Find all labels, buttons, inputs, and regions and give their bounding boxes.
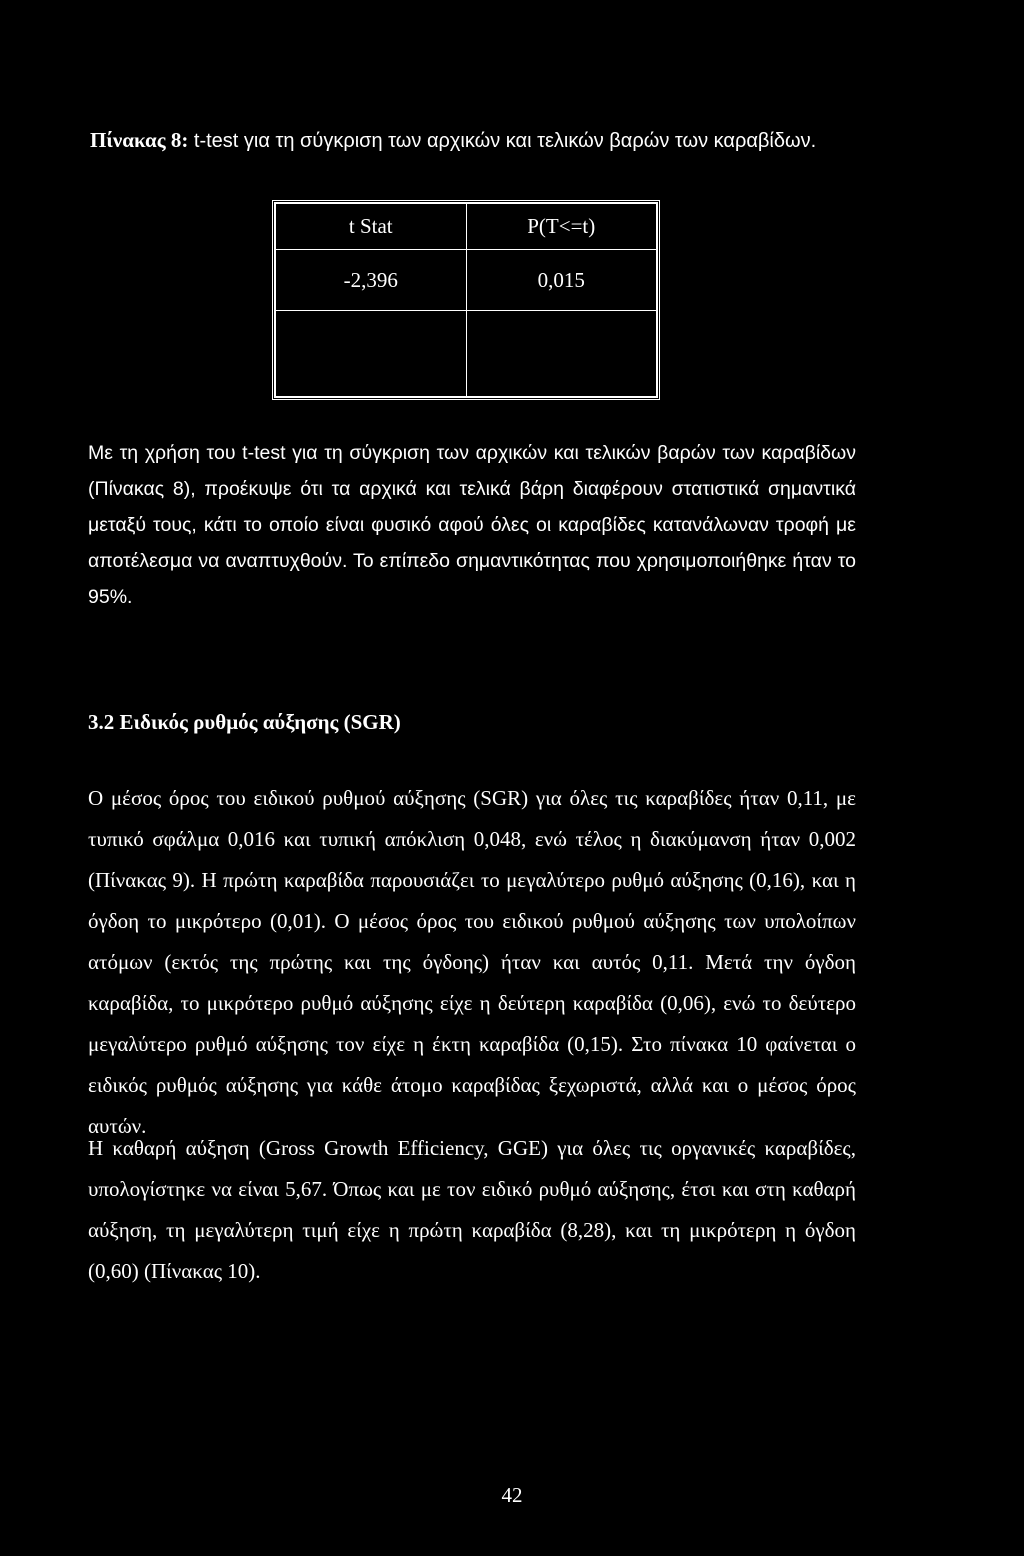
t-test-table (272, 200, 660, 400)
table-caption-label: Πίνακας 8: (90, 128, 189, 152)
table-row-empty (276, 310, 657, 396)
empty-cell (466, 310, 657, 396)
cell-t-stat: -2,396 (276, 249, 467, 310)
empty-cell (276, 310, 467, 396)
cell-p-value: 0,015 (466, 249, 657, 310)
header-p-value: P(T<=t) (466, 204, 657, 250)
paragraph-sgr: Ο μέσος όρος του ειδικού ρυθμού αύξησης (SGR) για όλες τις καραβίδες ήταν 0,11, με τυπικό σφάλμα 0,016 και τυπική απόκλιση 0,048, ενώ τέλος η διακύμανση ήταν 0,002 (Πίνακας 9). Η πρώτη καραβίδα παρουσιάζει το μεγαλύτερο ρυθμό αύξησης (0,16), και η όγδοη το μικρότερο (0,01). Ο μέσος όρος του ειδικού ρυθμού αύξησης των υπολοίπων ατόμων (εκτός της πρώτης και της όγδοης) ήταν και αυτός 0,11. Μετά την όγδοη καραβίδα, το μικρότερο ρυθμό αύξησης είχε η δεύτερη καραβίδα (0,06), ενώ το δεύτερο μεγαλύτερο ρυθμό αύξησης τον είχε η έκτη καραβίδα (0,15). Στο πίνακα 10 φαίνεται ο ειδικός ρυθμός αύξησης για κάθε άτομο καραβίδας ξεχωριστά, αλλά και ο μέσος όρος αυτών. (88, 786, 856, 1138)
header-t-stat: t Stat (276, 204, 467, 250)
section-heading: 3.2 Ειδικός ρυθμός αύξησης (SGR) (88, 710, 401, 734)
table-row (276, 249, 657, 310)
paragraph-ttest-result: Με τη χρήση του t-test για τη σύγκριση των αρχικών και τελικών βαρών των καραβίδων (Πίνακας 8), προέκυψε ότι τα αρχικά και τελικά βάρη διαφέρουν στατιστικά σημαντικά μεταξύ τους, κάτι το οποίο είναι φυσικό αφού όλες οι καραβίδες κατανάλωναν τροφή με αποτέλεσμα να αναπτυχθούν. Το επίπεδο σημαντικότητας που χρησιμοποιήθηκε ήταν το 95%. (88, 442, 856, 608)
table-caption (90, 125, 950, 156)
page-number: 42 (501, 1483, 523, 1507)
paragraph-gge: Η καθαρή αύξηση (Gross Growth Efficiency, GGE) για όλες τις οργανικές καραβίδες, υπολογίστηκε να είναι 5,67. Όπως και με τον ειδικό ρυθμό αύξησης, έτσι και στη καθαρή αύξηση, τη μεγαλύτερη τιμή είχε η πρώτη καραβίδα (8,28), και τη μικρότερη η όγδοη (0,60) (Πίνακας 10). (88, 1136, 856, 1283)
table-caption-text: t-test για τη σύγκριση των αρχικών και τελικών βαρών των καραβίδων. (188, 130, 817, 152)
table-header-row (276, 204, 657, 250)
